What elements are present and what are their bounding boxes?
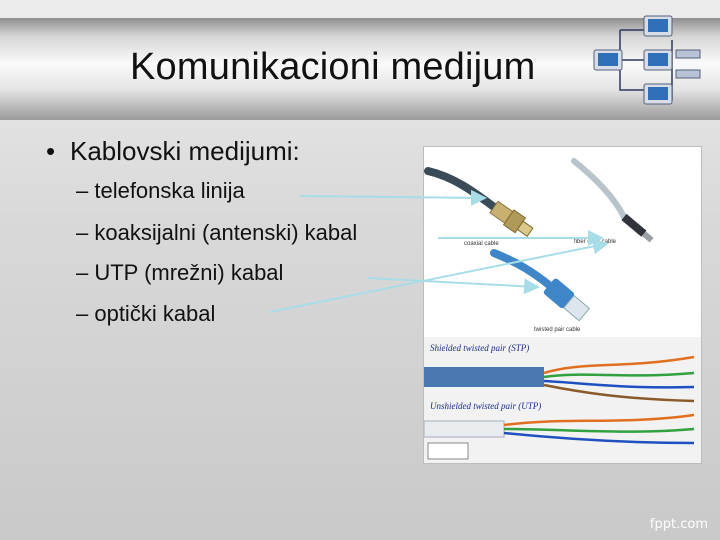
sub-item-phone-line: – telefonska linija <box>76 178 245 203</box>
cables-photo <box>423 146 702 464</box>
fiber-label: fiber optic cable <box>574 239 617 245</box>
network-diagram-icon <box>592 10 704 112</box>
sub-item-fiber: – optički kabal <box>76 301 216 326</box>
sub-item-utp: – UTP (mrežni) kabal <box>76 260 284 285</box>
footer-logo: fppt.com <box>649 517 708 532</box>
bullet-cable-media <box>46 136 300 167</box>
coax-label: coaxial cable <box>464 241 499 247</box>
bullet-dot: • <box>46 136 56 166</box>
stp-label: Shielded twisted pair (STP) <box>430 343 530 353</box>
slide-title: Komunikacioni medijum <box>130 46 536 88</box>
sub-item-coax: – koaksijalni (antenski) kabal <box>76 220 358 245</box>
utp-label: Unshielded twisted pair (UTP) <box>430 401 542 411</box>
utp-photo-label: twisted pair cable <box>534 327 581 333</box>
cables-illustration <box>424 147 701 463</box>
bullet-text: Kablovski medijumi: <box>70 136 300 166</box>
